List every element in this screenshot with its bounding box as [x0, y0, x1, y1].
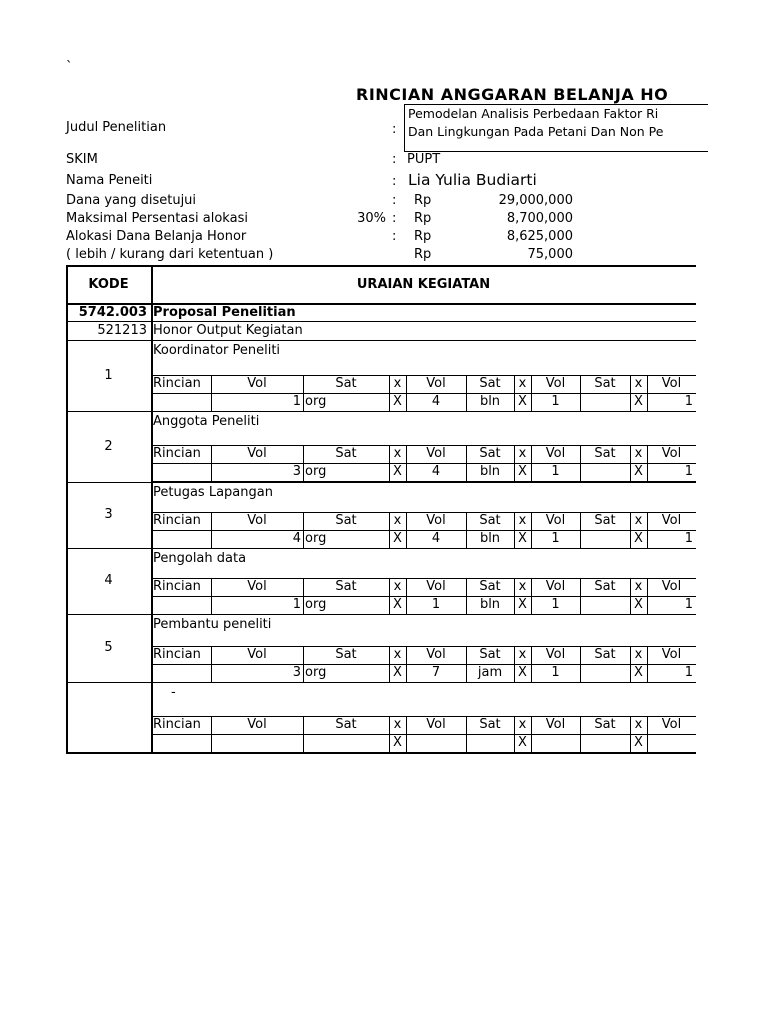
x-mark: X [634, 531, 643, 546]
vol3-value: 1 [551, 597, 560, 612]
detail-header-9: x [634, 513, 643, 528]
lebih-label: ( lebih / kurang dari ketentuan ) [66, 247, 274, 262]
detail-header-5: Sat [479, 376, 501, 391]
skim-value: PUPT [407, 152, 441, 167]
detail-header-0: Rincian [153, 647, 201, 662]
block-title: Koordinator Peneliti [153, 343, 281, 358]
block-title: - [171, 685, 176, 700]
sat2-value: bln [479, 531, 501, 546]
table-hline [66, 340, 696, 341]
x-mark: X [393, 665, 402, 680]
detail-header-9: x [634, 717, 643, 732]
detail-header-7: Vol [545, 513, 566, 528]
judul-colon: : [392, 122, 397, 137]
detail-header-6: x [518, 446, 527, 461]
vol3-value: 1 [551, 665, 560, 680]
detail-header-2: Sat [335, 376, 357, 391]
detail-header-8: Sat [594, 717, 616, 732]
alokasi-rp: Rp [414, 229, 432, 244]
maks-label: Maksimal Persentasi alokasi [66, 211, 248, 226]
dana-colon: : [392, 193, 397, 208]
sat1-value: org [305, 394, 327, 409]
x-mark: X [518, 394, 527, 409]
x-mark: X [518, 665, 527, 680]
detail-header-2: Sat [335, 579, 357, 594]
vol4-value: 1 [684, 665, 693, 680]
detail-header-6: x [518, 376, 527, 391]
block-title: Pembantu peneliti [153, 617, 272, 632]
block-title: Anggota Peneliti [153, 414, 260, 429]
vol3-value: 1 [551, 464, 560, 479]
header-uraian: URAIAN KEGIATAN [356, 277, 491, 292]
detail-header-9: x [634, 647, 643, 662]
vol3-value: 1 [551, 531, 560, 546]
vol1-value: 1 [292, 597, 301, 612]
detail-header-10: Vol [661, 717, 682, 732]
x-mark: X [393, 735, 402, 750]
sat1-value: org [305, 531, 327, 546]
alokasi-label: Alokasi Dana Belanja Honor [66, 229, 247, 244]
sub-title: Honor Output Kegiatan [153, 323, 303, 338]
x-mark: X [518, 464, 527, 479]
lebih-value: 75,000 [527, 247, 573, 262]
table-vline [151, 265, 153, 753]
judul-label: Judul Penelitian [66, 120, 167, 135]
detail-header-1: Vol [247, 446, 267, 461]
sat2-value: bln [479, 597, 501, 612]
vol2-value: 4 [431, 394, 441, 409]
detail-header-5: Sat [479, 446, 501, 461]
x-mark: X [634, 597, 643, 612]
vol2-value: 1 [431, 597, 441, 612]
vol1-value: 3 [292, 464, 301, 479]
page-title: RINCIAN ANGGARAN BELANJA HO [356, 85, 669, 104]
detail-header-6: x [518, 647, 527, 662]
detail-header-2: Sat [335, 717, 357, 732]
x-mark: X [634, 665, 643, 680]
detail-header-10: Vol [661, 446, 682, 461]
detail-header-9: x [634, 579, 643, 594]
detail-header-5: Sat [479, 513, 501, 528]
detail-header-10: Vol [661, 376, 682, 391]
maks-colon: : [392, 211, 397, 226]
dana-value: 29,000,000 [498, 193, 573, 208]
detail-header-4: Vol [426, 446, 446, 461]
alokasi-colon: : [392, 229, 397, 244]
sub-code: 521213 [97, 323, 147, 338]
detail-header-7: Vol [545, 376, 566, 391]
detail-header-3: x [393, 647, 402, 662]
header-kode: KODE [88, 277, 129, 292]
detail-header-0: Rincian [153, 579, 201, 594]
detail-header-7: Vol [545, 446, 566, 461]
detail-header-7: Vol [545, 579, 566, 594]
x-mark: X [634, 464, 643, 479]
table-hline [151, 734, 696, 735]
detail-header-5: Sat [479, 717, 501, 732]
tick-mark: ` [66, 60, 73, 75]
vol4-value: 1 [684, 464, 693, 479]
lebih-rp: Rp [414, 247, 432, 262]
detail-header-4: Vol [426, 579, 446, 594]
sat2-value: jam [477, 665, 503, 680]
nama-value: Lia Yulia Budiarti [408, 171, 537, 189]
block-title: Petugas Lapangan [153, 485, 273, 500]
vol1-value: 3 [292, 665, 301, 680]
sat1-value: org [305, 464, 327, 479]
detail-header-10: Vol [661, 579, 682, 594]
vol1-value: 4 [292, 531, 301, 546]
vol2-value: 4 [431, 531, 441, 546]
maks-value: 8,700,000 [506, 211, 573, 226]
detail-header-8: Sat [594, 376, 616, 391]
table-hline [66, 682, 696, 683]
judul-line-1: Pemodelan Analisis Perbedaan Faktor Ri [408, 106, 659, 121]
detail-header-1: Vol [247, 376, 267, 391]
detail-header-0: Rincian [153, 717, 201, 732]
detail-header-0: Rincian [153, 376, 201, 391]
table-vline [66, 265, 68, 753]
vol2-value: 4 [431, 464, 441, 479]
table-hline [66, 482, 696, 483]
table-hline [66, 411, 696, 412]
x-mark: X [518, 735, 527, 750]
detail-header-5: Sat [479, 579, 501, 594]
detail-header-6: x [518, 717, 527, 732]
detail-header-1: Vol [247, 579, 267, 594]
block-number: 4 [104, 573, 113, 588]
detail-header-3: x [393, 513, 402, 528]
sat2-value: bln [479, 394, 501, 409]
detail-header-4: Vol [426, 717, 446, 732]
x-mark: X [393, 464, 402, 479]
detail-header-3: x [393, 376, 402, 391]
sat1-value: org [305, 665, 327, 680]
x-mark: X [393, 597, 402, 612]
detail-header-2: Sat [335, 647, 357, 662]
section-title: Proposal Penelitian [153, 305, 296, 320]
x-mark: X [393, 531, 402, 546]
x-mark: X [634, 735, 643, 750]
x-mark: X [518, 531, 527, 546]
x-mark: X [393, 394, 402, 409]
vol4-value: 1 [684, 597, 693, 612]
detail-header-9: x [634, 446, 643, 461]
detail-header-3: x [393, 717, 402, 732]
detail-header-3: x [393, 579, 402, 594]
detail-header-7: Vol [545, 717, 566, 732]
detail-header-8: Sat [594, 513, 616, 528]
detail-header-1: Vol [247, 717, 267, 732]
table-hline [66, 614, 696, 615]
detail-header-2: Sat [335, 513, 357, 528]
detail-header-6: x [518, 579, 527, 594]
detail-header-8: Sat [594, 647, 616, 662]
detail-header-3: x [393, 446, 402, 461]
detail-header-8: Sat [594, 446, 616, 461]
dana-label: Dana yang disetujui [66, 193, 197, 208]
skim-label: SKIM [66, 152, 98, 167]
table-hline [66, 265, 696, 267]
nama-label: Nama Peneiti [66, 173, 153, 188]
sat2-value: bln [479, 464, 501, 479]
vol1-value: 1 [292, 394, 301, 409]
sat1-value: org [305, 597, 327, 612]
judul-box [404, 104, 708, 152]
detail-header-4: Vol [426, 513, 446, 528]
table-hline [66, 548, 696, 549]
detail-header-1: Vol [247, 513, 267, 528]
alokasi-value: 8,625,000 [506, 229, 573, 244]
detail-header-4: Vol [426, 647, 446, 662]
detail-header-7: Vol [545, 647, 566, 662]
detail-header-8: Sat [594, 579, 616, 594]
x-mark: X [518, 597, 527, 612]
vol4-value: 1 [684, 394, 693, 409]
detail-header-0: Rincian [153, 446, 201, 461]
detail-header-9: x [634, 376, 643, 391]
vol3-value: 1 [551, 394, 560, 409]
detail-header-6: x [518, 513, 527, 528]
detail-header-2: Sat [335, 446, 357, 461]
block-number: 3 [104, 507, 113, 522]
block-title: Pengolah data [153, 551, 247, 566]
section-code: 5742.003 [78, 305, 147, 320]
dana-rp: Rp [414, 193, 432, 208]
skim-colon: : [392, 152, 397, 167]
vol4-value: 1 [684, 531, 693, 546]
block-number: 2 [104, 438, 113, 454]
maks-pct: 30% [357, 211, 386, 226]
table-hline [66, 752, 696, 754]
maks-rp: Rp [414, 211, 432, 226]
vol2-value: 7 [431, 665, 441, 680]
nama-colon: : [392, 174, 397, 189]
judul-line-2: Dan Lingkungan Pada Petani Dan Non Pe [408, 124, 664, 139]
detail-header-10: Vol [661, 647, 682, 662]
block-number: 1 [104, 367, 113, 383]
x-mark: X [634, 394, 643, 409]
detail-header-1: Vol [247, 647, 267, 662]
detail-header-5: Sat [479, 647, 501, 662]
detail-header-4: Vol [426, 376, 446, 391]
block-number: 5 [104, 640, 113, 655]
detail-header-0: Rincian [153, 513, 201, 528]
detail-header-10: Vol [661, 513, 682, 528]
